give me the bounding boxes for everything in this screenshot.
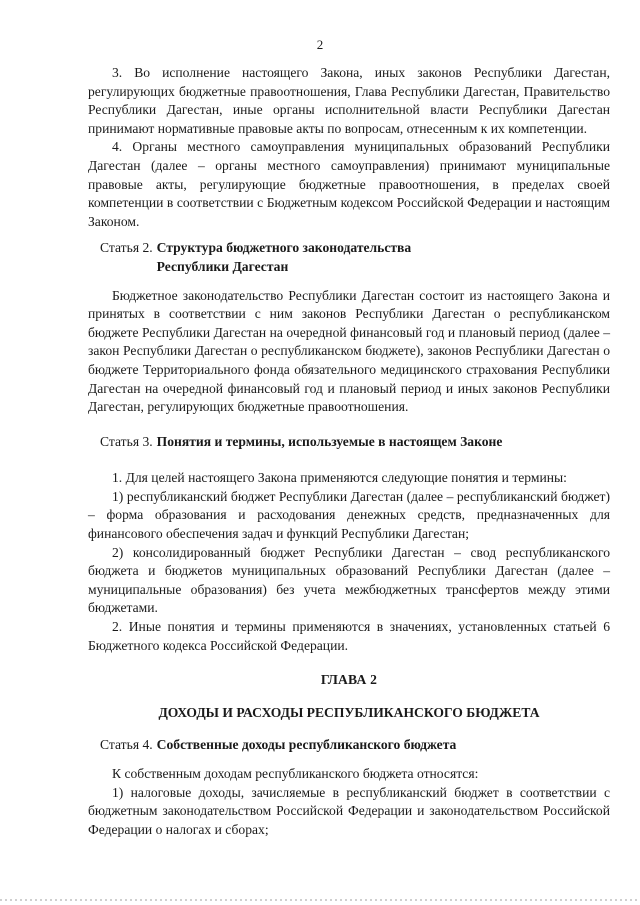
article-2-text: Бюджетное законодательство Республики Дагестан состоит из настоящего Закона и принятых в соответствии с ним законов Республики Дагестан о республиканском бюджете Республики Дагестан на очередной финансовый год и плановый период (далее – закон Республики Дагестан о республиканском бюджете), законов Республики Дагестан о бюджете Территориального фонда обязательного медицинского страхования Республики Дагестан на очередной финансовый год и плановый период и иных законов Республики Дагестан, регулирующих бюджетные правоотношения. [88, 287, 610, 415]
document-body [88, 64, 610, 839]
article-2-label: Статья 2. [100, 240, 153, 256]
article-3-item-2: 2) консолидированный бюджет Республики Дагестан – свод республиканского бюджета и бюджетов муниципальных образований Республики Дагестан (далее – муниципальные образования) без учета межбюджетных трансфертов между этими бюджетами. [88, 544, 610, 616]
page-number: 2 [316, 37, 324, 52]
article-2-title-line1: Структура бюджетного законодательства [156, 240, 412, 256]
article-4-heading [100, 736, 610, 755]
spacer [88, 417, 610, 425]
article-2-title [157, 239, 412, 276]
article-4-intro: К собственным доходам республиканского бюджета относятся: [112, 766, 479, 781]
article-3-item-1: 1) республиканский бюджет Республики Дагестан (далее – республиканский бюджет) – форма образования и расходования денежных средств, предназначенных для финансового обеспечения задач и функций Республики Дагестан; [88, 488, 610, 542]
scan-edge-line [0, 899, 640, 901]
chapter-title: ДОХОДЫ И РАСХОДЫ РЕСПУБЛИКАНСКОГО БЮДЖЕТА [158, 704, 540, 720]
paragraph-section1-3: 3. Во исполнение настоящего Закона, иных законов Республики Дагестан, регулирующих бюджетные правоотношения, Глава Республики Дагестан, Правительство Республики Дагестан, иные органы исполнительной власти Республики Дагестан принимают нормативные правовые акты по вопросам, отнесенным к их компетенции. [88, 65, 610, 136]
article-3-label: Статья 3. [100, 433, 153, 449]
chapter-label: ГЛАВА 2 [320, 672, 378, 688]
article-3-paragraph-2: 2. Иные понятия и термины применяются в значениях, установленных статьей 6 Бюджетного кодекса Российской Федерации. [88, 619, 610, 653]
article-3-title: Понятия и термины, используемые в настоящем Законе [156, 433, 503, 449]
paragraph-section1-4: 4. Органы местного самоуправления муниципальных образований Республики Дагестан (далее – органы местного самоуправления) принимают муниципальные правовые акты, регулирующие бюджетные правоотношения, в пределах своей компетенции в соответствии с Бюджетным кодексом Российской Федерации и настоящим Законом. [88, 139, 610, 229]
article-3-heading [100, 433, 610, 452]
article-4-label: Статья 4. [100, 737, 153, 753]
article-4-item-1: 1) налоговые доходы, зачисляемые в республиканский бюджет в соответствии с бюджетным законодательством Российской Федерации и законодательством Российской Федерации о налогах и сборах; [88, 784, 610, 837]
article-2-title-line2: Республики Дагестан [156, 258, 289, 274]
article-3-paragraph-1: 1. Для целей настоящего Закона применяются следующие понятия и термины: [112, 470, 567, 486]
article-4-title: Собственные доходы республиканского бюджета [156, 737, 457, 753]
article-2-heading [100, 239, 610, 276]
spacer [88, 461, 610, 469]
spacer [88, 655, 610, 671]
